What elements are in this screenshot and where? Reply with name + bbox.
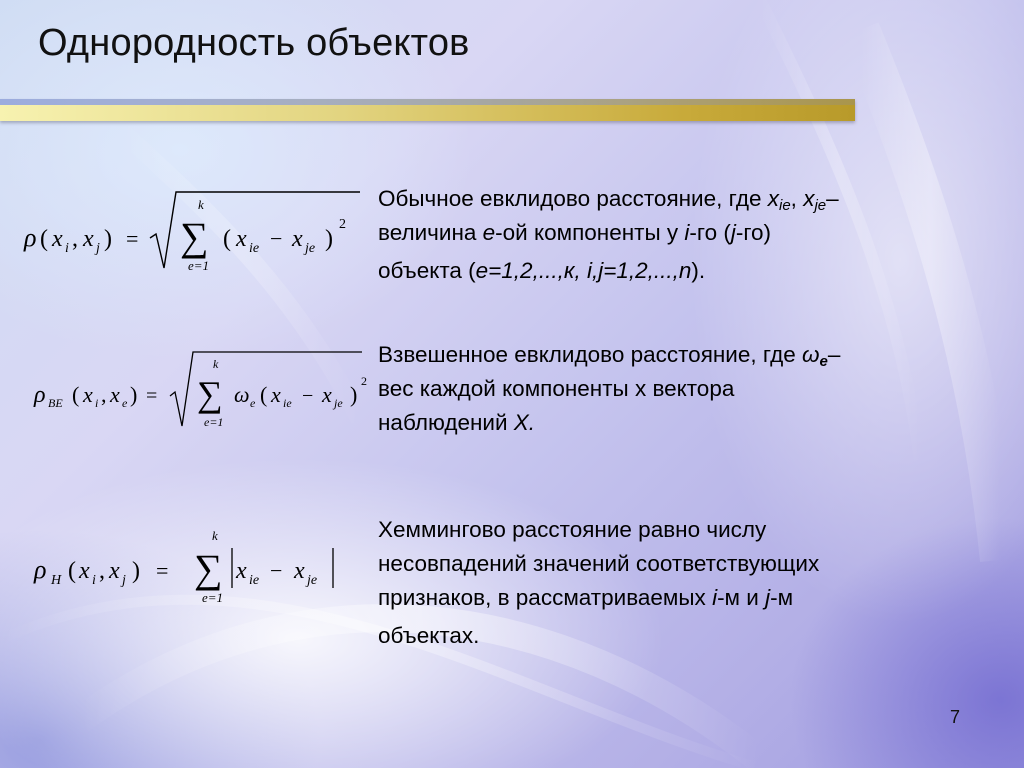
rho-subscript-h: H: [51, 573, 62, 588]
variable-X: X.: [513, 410, 536, 435]
variable-j: j: [730, 220, 736, 245]
x-symbol: x: [322, 382, 332, 407]
slide-title: Однородность объектов: [38, 22, 470, 64]
lhs-open-paren: (: [72, 382, 80, 407]
subscript-ie: ie: [778, 197, 791, 214]
dash: –: [826, 186, 839, 211]
description-text: объекта (: [378, 258, 476, 283]
subscript-je: je: [814, 197, 827, 214]
description-line: [378, 216, 1008, 250]
sigma-symbol: ∑: [180, 214, 209, 259]
index-j: j: [96, 241, 100, 256]
equals-sign: =: [126, 226, 139, 251]
dash: –: [827, 342, 841, 367]
description-text: -м: [770, 585, 794, 610]
index-ie: ie: [249, 573, 260, 588]
rho-symbol: ρ: [34, 382, 46, 408]
variable-x: x: [767, 186, 779, 211]
sigma-symbol: ∑: [194, 546, 223, 591]
index-je: je: [305, 241, 316, 256]
body-open-paren: (: [260, 382, 268, 407]
body-close-paren: ): [350, 382, 358, 407]
power-two: 2: [339, 217, 346, 232]
description-text: -го (: [689, 220, 731, 245]
x-symbol: x: [79, 558, 90, 584]
sigma-symbol: ∑: [197, 374, 223, 414]
minus-sign: −: [270, 226, 283, 251]
index-ie: ie: [283, 396, 292, 410]
description-line: Хеммингово расстояние равно числу: [378, 517, 767, 542]
description-line: [378, 338, 1008, 372]
x-symbol: x: [109, 558, 120, 584]
description-line: [378, 581, 1008, 615]
x-symbol: x: [110, 382, 120, 407]
sum-lower-limit: e=1: [188, 258, 210, 273]
weighted-description: [378, 338, 1008, 440]
lhs-close-paren: ): [132, 558, 140, 584]
body-close-paren: ): [325, 226, 333, 252]
description-line: несовпадений значений соответствующих: [378, 551, 820, 576]
rho-subscript-be: BE: [48, 396, 63, 410]
description-line: объектах.: [378, 623, 480, 648]
lhs-close-paren: ): [130, 382, 138, 407]
description-text: Обычное евклидово расстояние, где: [378, 186, 768, 211]
minus-sign: −: [270, 558, 283, 583]
page-number: 7: [950, 707, 961, 727]
power-two: 2: [361, 374, 367, 388]
hamming-distance-formula: [20, 522, 370, 612]
title-underline-blue-strip: [0, 99, 855, 105]
x-symbol: x: [294, 558, 305, 584]
index-e: e: [122, 396, 128, 410]
rho-symbol: ρ: [24, 223, 37, 252]
sum-upper-limit: k: [212, 528, 218, 543]
description-text: ).: [691, 258, 706, 283]
sum-upper-limit: k: [198, 197, 204, 212]
euclidean-distance-formula: [20, 188, 370, 288]
sum-lower-limit: e=1: [204, 415, 224, 429]
variable-j: j: [765, 585, 771, 610]
x-symbol: x: [52, 226, 63, 252]
subscript-e: e: [819, 353, 828, 370]
description-line: [378, 254, 1008, 288]
variable-e: e: [482, 220, 496, 245]
sum-lower-limit: e=1: [202, 590, 224, 605]
description-text: -ой компоненты у: [495, 220, 685, 245]
sum-upper-limit: k: [213, 357, 219, 371]
description-text: -м и: [717, 585, 766, 610]
variable-i: i: [712, 585, 718, 610]
comma: ,: [101, 382, 107, 407]
description-text: наблюдений: [378, 410, 514, 435]
variable-i: i: [684, 220, 690, 245]
x-symbol: x: [83, 382, 93, 407]
x-symbol: x: [292, 226, 303, 252]
description-line: [378, 182, 1008, 216]
variable-x: x: [803, 186, 815, 211]
lhs-open-paren: (: [68, 558, 76, 584]
x-symbol: x: [271, 382, 281, 407]
index-je: je: [334, 396, 343, 410]
description-text: ,: [790, 186, 804, 211]
index-je: je: [307, 573, 318, 588]
index-i: i: [95, 396, 99, 410]
description-line: вес каждой компоненты х вектора: [378, 376, 735, 401]
body-open-paren: (: [223, 226, 231, 252]
x-symbol: x: [236, 558, 247, 584]
index-j: j: [122, 573, 126, 588]
lhs-open-paren: (: [40, 226, 48, 252]
lhs-close-paren: ): [104, 226, 112, 252]
comma: ,: [99, 558, 105, 584]
weighted-euclidean-formula: [20, 348, 370, 438]
rho-symbol: ρ: [34, 555, 47, 584]
description-text: величина: [378, 220, 483, 245]
description-text: признаков, в рассматриваемых: [378, 585, 713, 610]
hamming-description: [378, 513, 1008, 653]
omega-symbol: ω: [234, 382, 250, 407]
description-text: Взвешенное евклидово расстояние, где: [378, 342, 802, 367]
index-i: i: [92, 573, 96, 588]
equals-sign: =: [146, 385, 158, 407]
description-text: -го): [735, 220, 772, 245]
index-ie: ie: [249, 241, 260, 256]
euclidean-description: [378, 182, 1008, 288]
comma: ,: [72, 226, 78, 252]
variable-omega: ω: [801, 342, 820, 367]
minus-sign: −: [302, 385, 314, 407]
x-symbol: x: [236, 226, 247, 252]
index-range: e=1,2,...,к, i,j=1,2,...,n: [475, 258, 692, 283]
x-symbol: x: [83, 226, 94, 252]
omega-subscript-e: e: [250, 396, 256, 410]
index-i: i: [65, 241, 69, 256]
equals-sign: =: [156, 558, 169, 583]
description-line: [378, 406, 1008, 440]
